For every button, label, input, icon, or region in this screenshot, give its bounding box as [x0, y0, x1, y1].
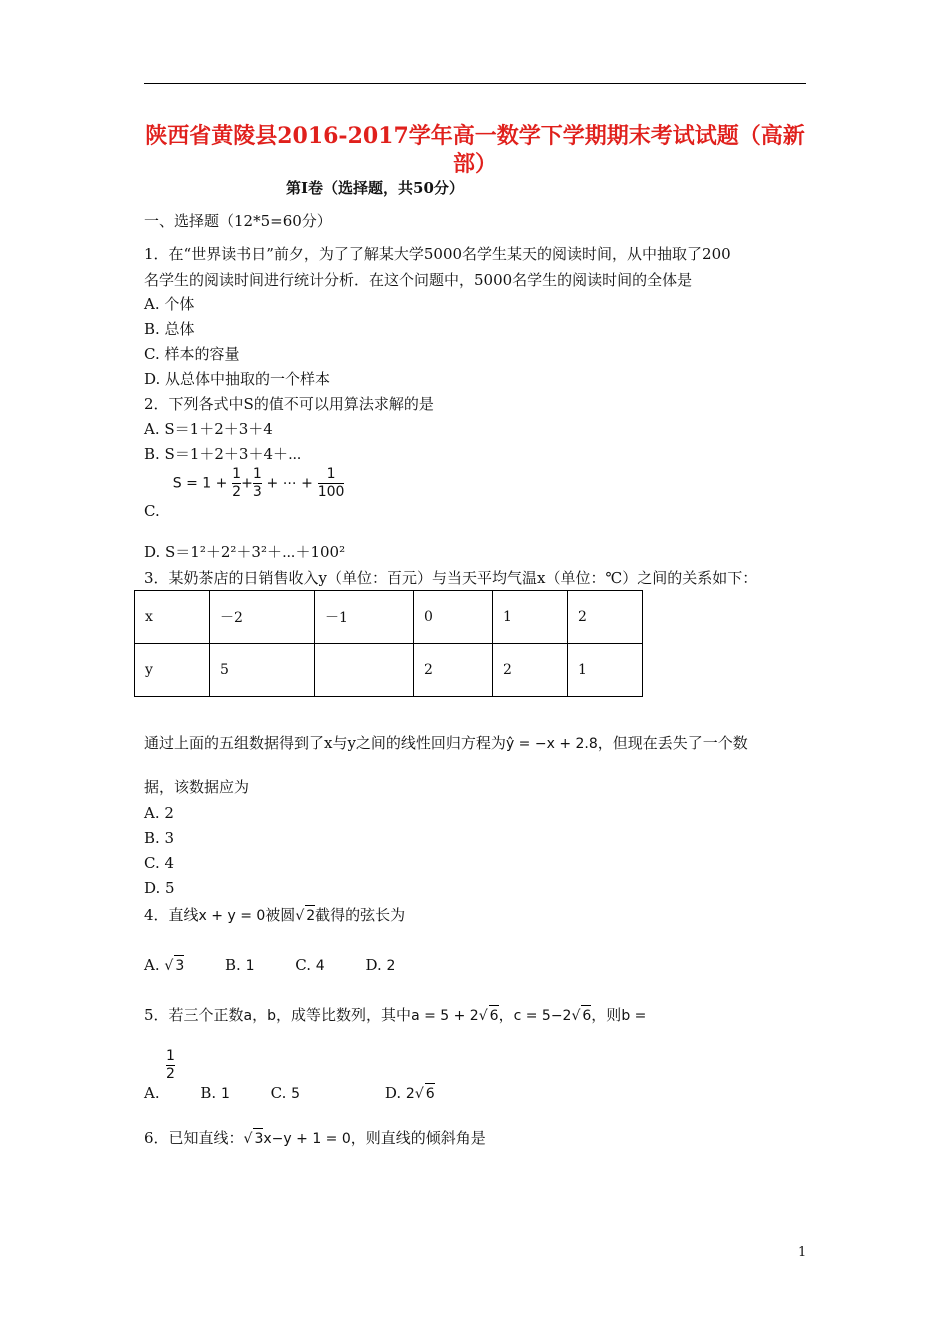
- q3-stem: 3．某奶茶店的日销售收入y（单位：百元）与当天平均气温x（单位：℃）之间的关系如下：: [144, 569, 758, 587]
- table-cell: 2: [414, 644, 493, 697]
- page-number: 1: [798, 1245, 807, 1260]
- table-cell: 2: [568, 591, 643, 644]
- table-row: [135, 644, 643, 697]
- q3-option-c: C. 4: [144, 854, 175, 872]
- q3-option-a: A. 2: [144, 804, 174, 822]
- table-cell: 1: [568, 644, 643, 697]
- table-cell: y: [135, 644, 210, 697]
- q1-option-a: A. 个体: [144, 295, 195, 313]
- q3-text-line1: 通过上面的五组数据得到了x与y之间的线性回归方程为ŷ = −x + 2.8，但现在丢失了一个数: [144, 734, 748, 752]
- q1-option-c: C. 样本的容量: [144, 345, 240, 363]
- q1-stem-line2: 名学生的阅读时间进行统计分析．在这个问题中，5000名学生的阅读时间的全体是: [144, 271, 693, 289]
- q1-option-b: B. 总体: [144, 320, 195, 338]
- table-row: [135, 591, 643, 644]
- q2-option-c-formula: S = 1 + $\frac{1}{2}$ + $\frac{1}{3}$ + ⋯ + $\frac{1}{100}$: [172, 466, 345, 500]
- q1-stem-line1: 1．在“世界读书日”前夕，为了了解某大学5000名学生某天的阅读时间，从中抽取了200: [144, 245, 731, 263]
- fraction: $\frac{1}{2}$: [166, 1048, 175, 1082]
- regression-equation: ŷ = −x + 2.8: [505, 736, 598, 752]
- fraction: $\frac{1}{2}$: [232, 466, 242, 500]
- table-cell: 5: [210, 644, 315, 697]
- q2-option-d: D. S＝1²＋2²＋3²＋⋯＋100²: [144, 543, 346, 561]
- fraction: $\frac{1}{3}$: [252, 466, 262, 500]
- q2-stem: 2．下列各式中S的值不可以用算法求解的是: [144, 395, 434, 413]
- q3-option-d: D. 5: [144, 879, 175, 897]
- table-cell: －2: [210, 591, 315, 644]
- table-cell: [315, 644, 414, 697]
- q2-option-c-label: C.: [144, 502, 160, 520]
- q5-options-labels: A. B. 1 C. 5 D. 2√ 6: [144, 1084, 435, 1102]
- part-heading: 第Ⅰ卷（选择题，共50分）: [286, 179, 464, 197]
- q3-option-b: B. 3: [144, 829, 175, 847]
- q5-stem: 5．若三个正数a，b，成等比数列，其中a = 5 + 2√ 6，c = 5−2√ 6，则b =: [144, 1006, 647, 1024]
- q4-options: A. √ 3 B. 1 C. 4 D. 2: [144, 956, 396, 974]
- q2-option-b: B. S＝1＋2＋3＋4＋⋯: [144, 445, 302, 463]
- q6-stem: 6．已知直线：√ 3x−y + 1 = 0，则直线的倾斜角是: [144, 1129, 486, 1147]
- section-heading: 一、选择题（12*5=60分）: [144, 212, 332, 230]
- data-table: [134, 590, 643, 697]
- q5-options: [144, 1048, 175, 1083]
- table-cell: 0: [414, 591, 493, 644]
- q1-option-d: D. 从总体中抽取的一个样本: [144, 370, 331, 388]
- table-cell: －1: [315, 591, 414, 644]
- table-cell: 1: [493, 591, 568, 644]
- q3-text-line2: 据，该数据应为: [144, 778, 250, 796]
- document-title: 陕西省黄陵县2016-2017学年高一数学下学期期末考试试题（高新部）: [145, 123, 805, 177]
- header-rule: [144, 83, 806, 84]
- table-cell: x: [135, 591, 210, 644]
- q4-stem: 4．直线x + y = 0被圆√ 2截得的弦长为: [144, 906, 406, 924]
- table-cell: 2: [493, 644, 568, 697]
- fraction: $\frac{1}{100}$: [317, 466, 345, 500]
- q2-option-a: A. S＝1＋2＋3＋4: [144, 420, 273, 438]
